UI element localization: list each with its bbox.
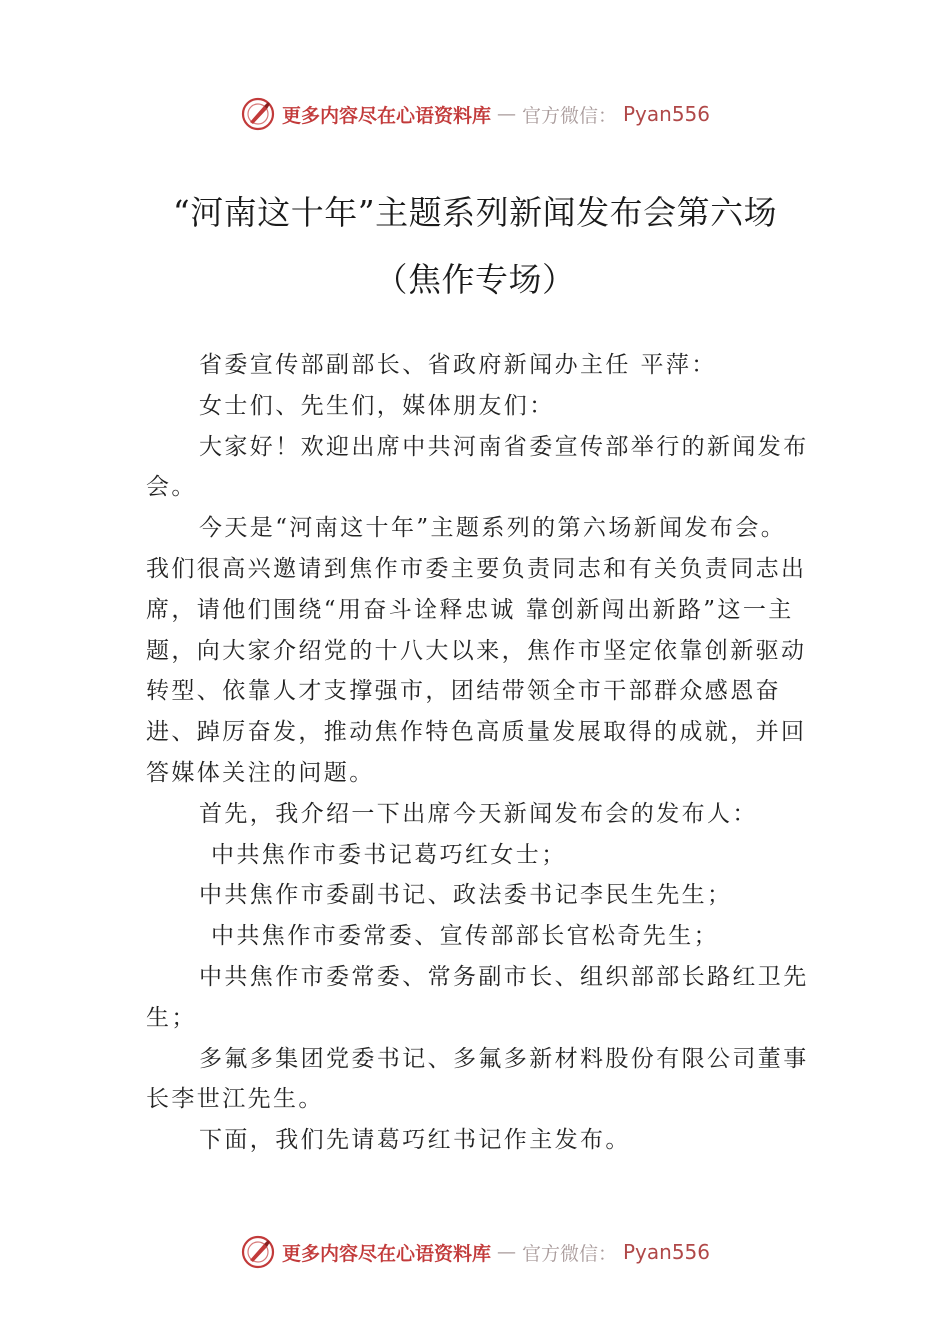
watermark-wechat-label: 官方微信： xyxy=(521,1242,617,1265)
paragraph-speaker-5: 多氟多集团党委书记、多氟多新材料股份有限公司董事长李世江先生。 xyxy=(146,1045,809,1113)
watermark-dash: — xyxy=(496,1241,516,1263)
document-title-line2: （焦作专场） xyxy=(374,260,576,299)
paragraph-speaker-4: 中共焦作市委常委、常务副市长、组织部部长路红卫先生； xyxy=(146,963,809,1031)
watermark-banner-top xyxy=(0,94,950,134)
brand-logo-icon xyxy=(240,1234,276,1270)
paragraph-host: 省委宣传部副部长、省政府新闻办主任 平萍： xyxy=(199,352,717,378)
watermark-main-text: 更多内容尽在心语资料库 xyxy=(281,104,491,127)
paragraph-speaker-1: 中共焦作市委书记葛巧红女士； xyxy=(211,841,567,868)
watermark-wechat-id: Pyan556 xyxy=(623,1240,711,1264)
document-body xyxy=(146,345,810,1161)
brand-logo-icon xyxy=(240,96,276,132)
paragraph-intro: 今天是“河南这十年”主题系列的第六场新闻发布会。我们很高兴邀请到焦作市委主要负责同志和有关负责同志出席，请他们围绕“用奋斗诠释忠诚 靠创新闯出新路”这一主题，向大家介绍党的十八大以来，焦作市坚定依靠创新驱动转型、依靠人才支撑强市，团结带领全市干部群众感恩奋进、踔厉奋发，推动焦作特色高质量发展取得的成就，并回答媒体关注的问题。 xyxy=(146,515,807,786)
watermark-main-text: 更多内容尽在心语资料库 xyxy=(281,1242,491,1265)
paragraph-closing: 下面，我们先请葛巧红书记作主发布。 xyxy=(199,1127,631,1154)
watermark-banner-bottom xyxy=(0,1232,950,1272)
watermark-dash: — xyxy=(496,103,516,125)
watermark-wechat-label: 官方微信： xyxy=(521,104,617,127)
paragraph-speaker-2: 中共焦作市委副书记、政法委书记李民生先生； xyxy=(199,882,733,909)
paragraph-greeting: 女士们、先生们，媒体朋友们： xyxy=(199,392,555,419)
watermark-wechat-id: Pyan556 xyxy=(623,102,711,126)
document-title-line1: “河南这十年”主题系列新闻发布会第六场 xyxy=(172,193,778,232)
paragraph-speaker-3: 中共焦作市委常委、宣传部部长官松奇先生； xyxy=(211,923,719,950)
paragraph-speakers-intro: 首先，我介绍一下出席今天新闻发布会的发布人： xyxy=(199,800,758,827)
paragraph-welcome: 大家好！欢迎出席中共河南省委宣传部举行的新闻发布会。 xyxy=(146,433,809,501)
